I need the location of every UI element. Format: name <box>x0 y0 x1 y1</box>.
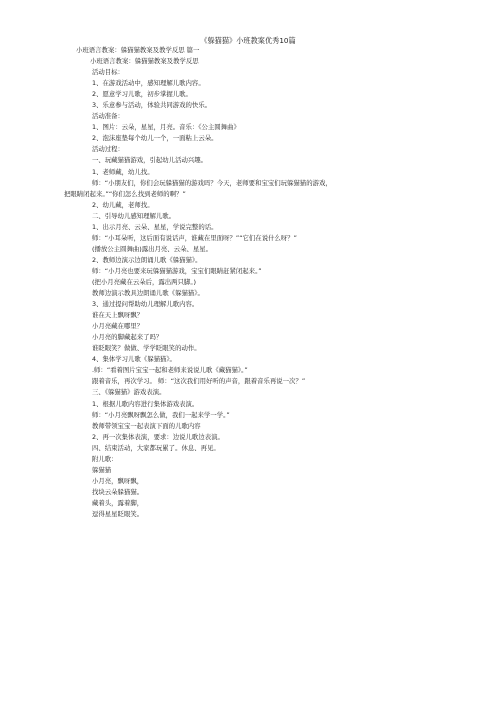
poem-line: 小月亮，飘呀飘， <box>92 476 144 485</box>
paragraph: 把眼睛闭起来。”“你们怎么找到老师的啊？” <box>64 189 186 198</box>
poem-line: 藏着头，露着脚， <box>92 498 144 507</box>
poem-line: 逗得星星眨眼笑。 <box>92 509 144 518</box>
paragraph: 2、愿意学习儿歌，初步掌握儿歌。 <box>92 90 192 99</box>
poem-title: 躲猫猫 <box>92 465 112 474</box>
paragraph: 1、老师藏，幼儿找。 <box>92 167 154 176</box>
paragraph: 2、泡沫座垫每个幼儿一个，一面粘上云朵。 <box>92 134 218 143</box>
paragraph: 一、玩藏猫猫游戏，引起幼儿活动兴趣。 <box>92 156 208 165</box>
paragraph: 活动目标： <box>92 68 124 77</box>
paragraph: 小月亮的脚藏起来了吗？ <box>92 333 163 342</box>
paragraph: 三、《躲猫猫》游戏表演。 <box>92 388 166 397</box>
paragraph: 1、出示月亮、云朵、星星，学说完整的话。 <box>92 222 218 231</box>
paragraph: 教师边演示教具边朗诵儿歌《躲猫猫》。 <box>92 289 204 298</box>
paragraph: (把小月亮藏在云朵后，露出两只脚。) <box>92 277 197 286</box>
paragraph: 师：“小耳朵听，这后面有说话声，谁藏在里面呀？”“它们在说什么呀？” <box>92 233 297 242</box>
paragraph: 小月亮藏在哪里？ <box>92 322 144 331</box>
document-title: 《躲猫猫》小班教案优秀10篇 <box>200 36 296 45</box>
paragraph: 附儿歌： <box>92 454 118 463</box>
paragraph: 1、图片：云朵，星星，月亮。音乐：《公主圆舞曲》 <box>92 123 240 132</box>
paragraph: 四、结束活动，大家都玩累了。休息、再见。 <box>92 443 220 452</box>
paragraph: 谁眨眼笑？做做、学学眨眼笑的动作。 <box>92 344 201 353</box>
paragraph: 2、再一次集体表演，要求：边说儿歌边表演。 <box>92 432 224 441</box>
paragraph: 3、通过提问帮助幼儿理解儿歌内容。 <box>92 300 199 309</box>
paragraph: 2、幼儿藏，老师找。 <box>92 200 154 209</box>
paragraph: 跟着音乐，再次学习。 师：“这次我们用好听的声音，跟着音乐再说一次？” <box>92 377 306 386</box>
document-body <box>0 45 496 520</box>
paragraph: 活动过程： <box>92 145 124 154</box>
paragraph: 活动准备： <box>92 112 124 121</box>
paragraph: 1、根据儿歌内容进行集体游戏表演。 <box>92 399 199 408</box>
paragraph: (播放公主圆舞曲)露出月亮、云朵、星星。 <box>92 244 213 253</box>
paragraph: 谁在天上飘呀飘？ <box>92 311 144 320</box>
paragraph: .师：“看着图片宝宝一起和老师来说说儿歌《藏猫猫》。” <box>92 366 248 375</box>
paragraph: 师：“小月亮也要来玩躲猫猫游戏，宝宝们眼睛赶紧闭起来。” <box>92 266 262 275</box>
poem-line: 找块云朵躲猫猫。 <box>92 487 144 496</box>
paragraph: 1、在游戏活动中，感知理解儿歌内容。 <box>92 79 205 88</box>
paragraph: 2、教师边演示边朗诵儿歌《躲猫猫》。 <box>92 255 202 264</box>
paragraph: 教师带领宝宝一起表演下面的儿歌内容 <box>92 421 201 430</box>
paragraph: 师：“小月亮飘呀飘怎么做，我们一起来学一学。” <box>92 410 230 419</box>
subheading: 小班语言教案：躲猫猫教案及教学反思 <box>90 57 199 66</box>
paragraph: 3、乐意参与活动，体验共同游戏的快乐。 <box>92 101 212 110</box>
section-heading: 小班语言教案：躲猫猫教案及教学反思 篇一 <box>76 46 200 54</box>
paragraph: 4、集体学习儿歌《躲猫猫》。 <box>92 355 176 364</box>
paragraph: 二、引导幼儿感知理解儿歌。 <box>92 211 176 220</box>
paragraph: 师：“小朋友们，你们会玩躲猫猫的游戏吗？今天，老师要和宝宝们玩躲猫猫的游戏， <box>92 178 332 187</box>
